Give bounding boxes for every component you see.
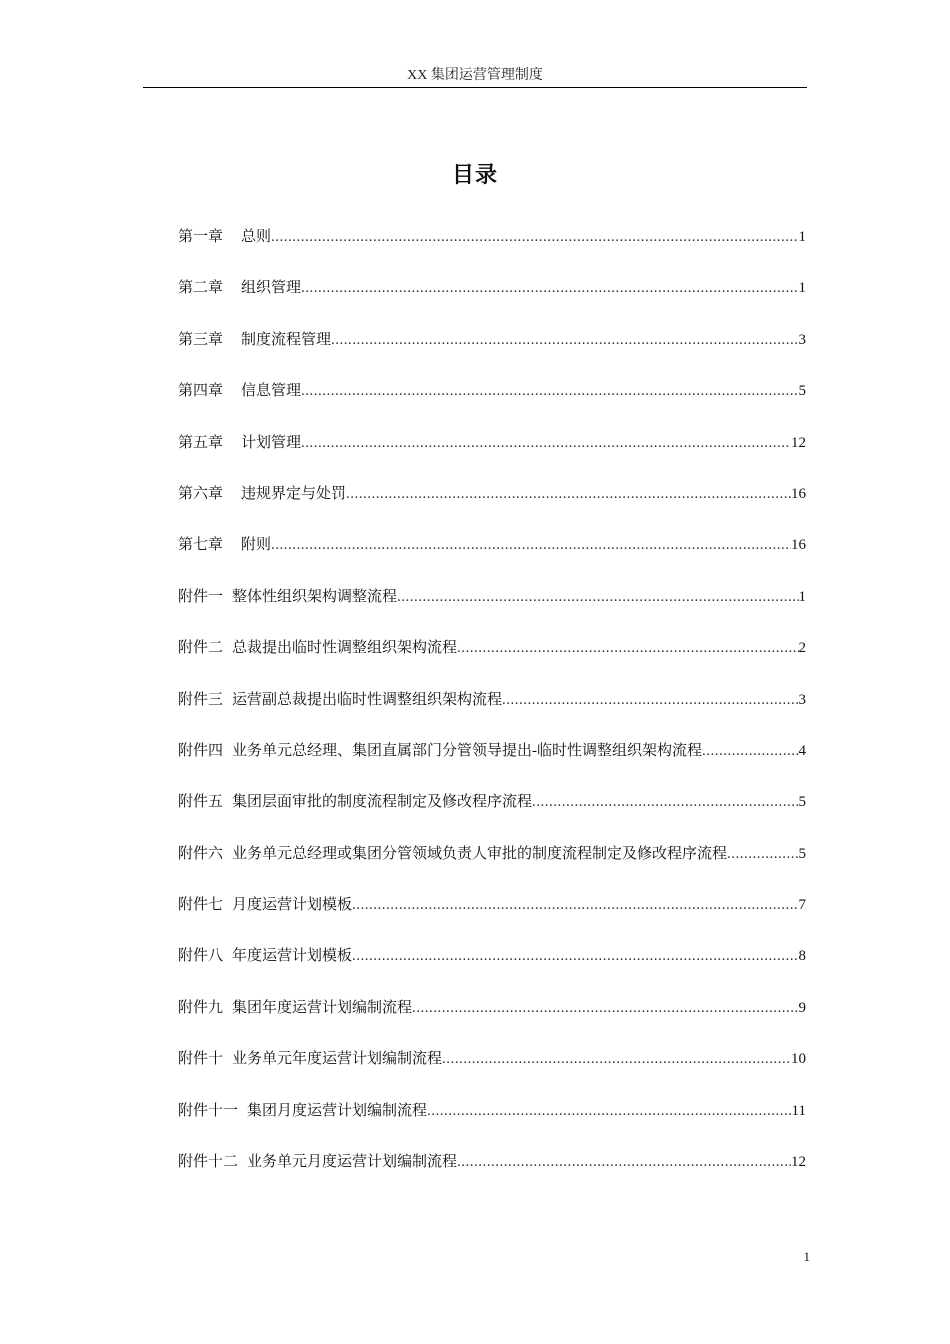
toc-entry-title: 信息管理 bbox=[241, 383, 302, 400]
toc-dot-leader bbox=[427, 1099, 792, 1123]
toc-entry-label bbox=[178, 533, 271, 557]
toc-entry[interactable] bbox=[178, 482, 806, 533]
toc-entry-label bbox=[178, 585, 397, 609]
toc-entry-label bbox=[178, 790, 532, 814]
toc-entry-number: 附件九 bbox=[178, 999, 224, 1016]
toc-entry[interactable] bbox=[178, 996, 806, 1047]
toc-entry-label bbox=[178, 739, 702, 763]
toc-dot-leader bbox=[397, 585, 798, 609]
toc-entry-page: 16 bbox=[791, 485, 806, 502]
toc-dot-leader bbox=[352, 893, 798, 917]
toc-entry-title: 制度流程管理 bbox=[241, 331, 332, 348]
toc-entry-number: 第二章 bbox=[178, 280, 224, 297]
toc-entry-number: 附件七 bbox=[178, 897, 224, 914]
toc-entry-number: 第七章 bbox=[178, 537, 224, 554]
toc-entry[interactable] bbox=[178, 1099, 806, 1150]
header-rule bbox=[143, 87, 807, 88]
toc-entry[interactable] bbox=[178, 790, 806, 841]
toc-entry-page: 5 bbox=[798, 794, 806, 811]
toc-entry-page: 5 bbox=[798, 383, 806, 400]
toc-entry-title: 集团层面审批的制度流程制定及修改程序流程 bbox=[232, 794, 533, 811]
toc-dot-leader bbox=[442, 1047, 791, 1071]
toc-entry[interactable] bbox=[178, 636, 806, 687]
toc-entry[interactable] bbox=[178, 225, 806, 276]
toc-dot-leader bbox=[457, 1150, 791, 1174]
toc-entry-label bbox=[178, 996, 412, 1020]
toc-dot-leader bbox=[271, 225, 798, 249]
toc-dot-leader bbox=[412, 996, 798, 1020]
toc-entry-title: 总裁提出临时性调整组织架构流程 bbox=[232, 640, 458, 657]
toc-entry-number: 附件八 bbox=[178, 948, 224, 965]
toc-entry-label bbox=[178, 842, 727, 866]
toc-dot-leader bbox=[352, 944, 798, 968]
toc-entry-label bbox=[178, 225, 271, 249]
table-of-contents bbox=[178, 225, 806, 1201]
toc-entry-label bbox=[178, 1150, 457, 1174]
toc-entry-number: 附件三 bbox=[178, 691, 224, 708]
toc-entry[interactable] bbox=[178, 739, 806, 790]
toc-entry-title: 运营副总裁提出临时性调整组织架构流程 bbox=[232, 691, 503, 708]
toc-dot-leader bbox=[727, 842, 798, 866]
toc-entry-page: 2 bbox=[798, 640, 806, 657]
toc-entry[interactable] bbox=[178, 276, 806, 327]
toc-entry-title: 业务单元总经理、集团直属部门分管领导提出-临时性调整组织架构流程 bbox=[232, 742, 703, 759]
toc-entry-title: 违规界定与处罚 bbox=[241, 485, 347, 502]
toc-dot-leader bbox=[532, 790, 798, 814]
toc-entry[interactable] bbox=[178, 379, 806, 430]
toc-entry[interactable] bbox=[178, 944, 806, 995]
toc-entry-title: 集团年度运营计划编制流程 bbox=[232, 999, 413, 1016]
toc-entry-number: 附件二 bbox=[178, 640, 224, 657]
toc-dot-leader bbox=[301, 379, 798, 403]
toc-entry[interactable] bbox=[178, 533, 806, 584]
toc-entry-number: 附件十二 bbox=[178, 1154, 239, 1171]
toc-entry-label bbox=[178, 893, 352, 917]
toc-entry-number: 附件六 bbox=[178, 845, 224, 862]
toc-entry-title: 集团月度运营计划编制流程 bbox=[247, 1102, 428, 1119]
toc-entry-title: 附则 bbox=[241, 537, 272, 554]
toc-entry-label bbox=[178, 1047, 442, 1071]
toc-entry-page: 9 bbox=[798, 999, 806, 1016]
toc-entry-number: 附件四 bbox=[178, 742, 224, 759]
toc-entry-title: 业务单元月度运营计划编制流程 bbox=[247, 1154, 458, 1171]
toc-entry-label bbox=[178, 482, 346, 506]
toc-entry-title: 总则 bbox=[241, 229, 272, 245]
toc-entry[interactable] bbox=[178, 585, 806, 636]
toc-entry-page: 4 bbox=[798, 742, 806, 759]
toc-entry-label bbox=[178, 688, 502, 712]
toc-entry-label bbox=[178, 636, 457, 660]
toc-title: 目录 bbox=[451, 162, 498, 187]
toc-entry-number: 第三章 bbox=[178, 331, 224, 348]
toc-entry-page: 3 bbox=[798, 691, 806, 708]
toc-dot-leader bbox=[331, 328, 798, 352]
toc-entry-page: 1 bbox=[798, 588, 806, 605]
toc-dot-leader bbox=[502, 688, 798, 712]
page-number: 1 bbox=[803, 1249, 810, 1264]
toc-entry-page: 10 bbox=[791, 1051, 806, 1068]
toc-entry-number: 第一章 bbox=[178, 229, 224, 245]
toc-dot-leader bbox=[301, 431, 791, 455]
toc-entry-title: 业务单元年度运营计划编制流程 bbox=[232, 1051, 443, 1068]
toc-entry-number: 附件五 bbox=[178, 794, 224, 811]
toc-dot-leader bbox=[301, 276, 798, 300]
toc-entry-title: 组织管理 bbox=[241, 280, 302, 297]
toc-entry-page: 5 bbox=[798, 845, 806, 862]
toc-entry[interactable] bbox=[178, 893, 806, 944]
toc-entry-number: 附件一 bbox=[178, 588, 224, 605]
toc-entry-number: 第五章 bbox=[178, 434, 224, 451]
toc-entry-label bbox=[178, 276, 301, 300]
toc-entry-label bbox=[178, 1099, 427, 1123]
toc-entry-page: 12 bbox=[791, 434, 806, 451]
toc-dot-leader bbox=[457, 636, 798, 660]
toc-entry-page: 3 bbox=[798, 331, 806, 348]
toc-entry[interactable] bbox=[178, 1150, 806, 1201]
toc-entry-label bbox=[178, 431, 301, 455]
toc-entry-number: 附件十一 bbox=[178, 1102, 239, 1119]
running-header: XX 集团运营管理制度 bbox=[407, 68, 543, 83]
toc-entry-label bbox=[178, 328, 331, 352]
toc-entry-page: 16 bbox=[791, 537, 806, 554]
toc-entry-number: 第六章 bbox=[178, 485, 224, 502]
toc-entry[interactable] bbox=[178, 1047, 806, 1098]
toc-entry-number: 附件十 bbox=[178, 1051, 224, 1068]
toc-dot-leader bbox=[702, 739, 798, 763]
toc-entry-page: 1 bbox=[798, 280, 806, 297]
toc-entry-title: 整体性组织架构调整流程 bbox=[232, 588, 398, 605]
toc-entry-page: 8 bbox=[798, 948, 806, 965]
toc-entry-title: 业务单元总经理或集团分管领域负责人审批的制度流程制定及修改程序流程 bbox=[232, 845, 728, 862]
toc-entry-label bbox=[178, 944, 352, 968]
toc-dot-leader bbox=[346, 482, 791, 506]
toc-entry-page: 11 bbox=[791, 1102, 806, 1119]
toc-entry[interactable] bbox=[178, 688, 806, 739]
toc-entry-title: 计划管理 bbox=[241, 434, 302, 451]
toc-entry-page: 12 bbox=[791, 1154, 806, 1171]
toc-entry[interactable] bbox=[178, 842, 806, 893]
toc-entry-page: 1 bbox=[798, 229, 806, 245]
toc-entry[interactable] bbox=[178, 328, 806, 379]
toc-dot-leader bbox=[271, 533, 791, 557]
toc-entry-number: 第四章 bbox=[178, 383, 224, 400]
toc-entry-title: 月度运营计划模板 bbox=[232, 897, 353, 914]
toc-entry-title: 年度运营计划模板 bbox=[232, 948, 353, 965]
toc-entry-label bbox=[178, 379, 301, 403]
toc-entry-page: 7 bbox=[798, 897, 806, 914]
toc-entry[interactable] bbox=[178, 431, 806, 482]
